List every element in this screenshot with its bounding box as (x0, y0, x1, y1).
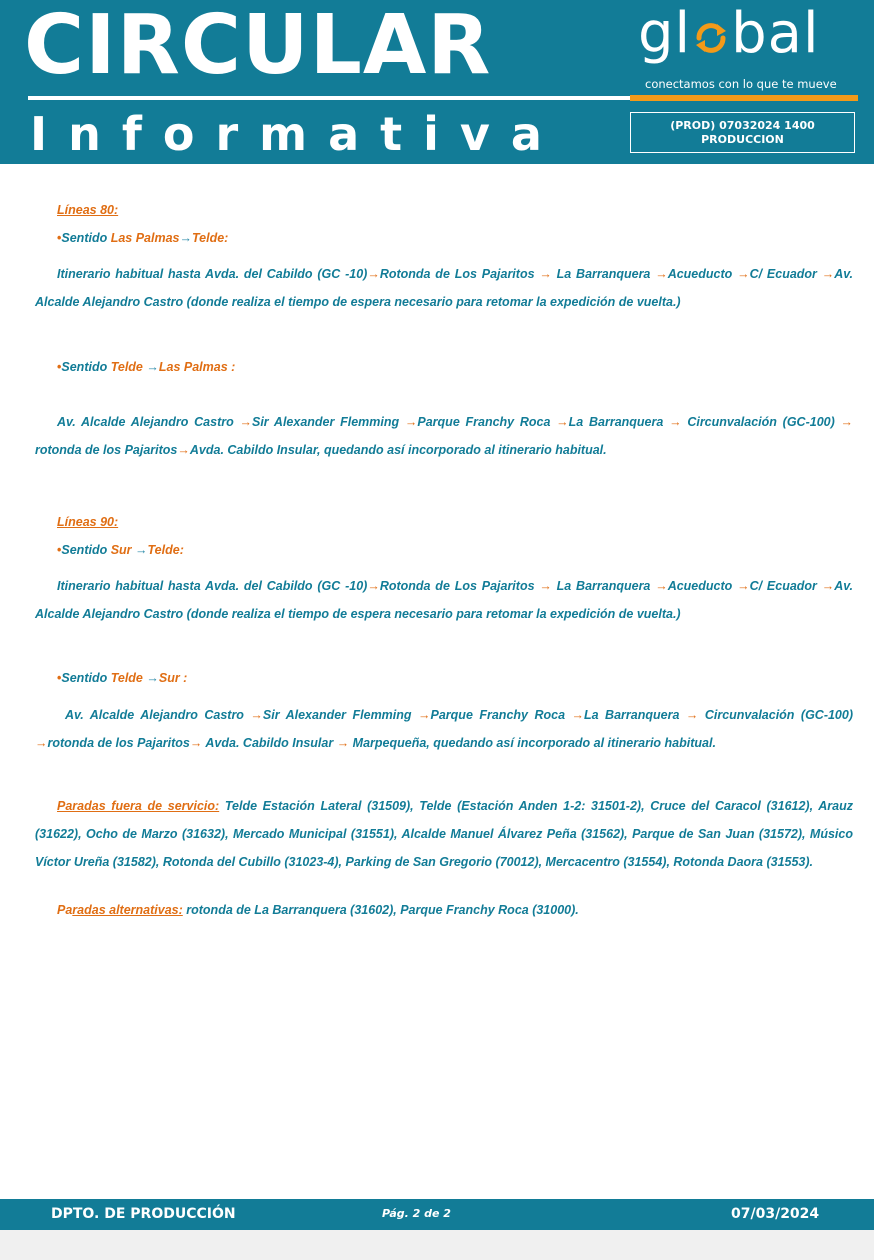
arrow-right-icon: → (179, 231, 192, 245)
bullet-icon: • (57, 360, 62, 374)
logo-text-end: bal (731, 1, 820, 66)
arrow-right-icon: → (571, 708, 584, 722)
arrow-right-icon: → (737, 267, 750, 281)
route-segment: Parque Franchy Roca (430, 708, 572, 722)
direction-origin: Sur (110, 543, 136, 557)
header-subtitle: Informativa (30, 107, 563, 161)
direction-label: Sentido (61, 360, 111, 374)
route-segment: Av. Alcalde Alejandro Castro (donde realiza el tiempo de espera necesario para retomar la expedición de vuelta.) (35, 579, 853, 621)
arrow-right-icon: → (737, 579, 750, 593)
route-segment: Av. Alcalde Alejandro Castro (donde realiza el tiempo de espera necesario para retomar la expedición de vuelta.) (35, 267, 853, 309)
route-segment: C/ Ecuador (749, 579, 817, 593)
alternative-label-start: Pa (57, 903, 73, 917)
out-of-service-label: Paradas fuera de servicio: (57, 799, 220, 813)
section-80-direction-2 (57, 360, 235, 374)
arrow-right-icon: → (539, 267, 552, 281)
document-code: (PROD) 07032024 1400 (670, 119, 815, 132)
arrow-right-icon: → (655, 267, 668, 281)
direction-label: Sentido (61, 543, 111, 557)
document-department: PRODUCCION (701, 133, 784, 146)
direction-destination: Las Palmas : (158, 360, 236, 374)
arrow-right-icon: → (146, 360, 159, 374)
footer-date: 07/03/2024 (731, 1206, 820, 1222)
direction-origin: Telde (110, 360, 147, 374)
header-title: CIRCULAR (24, 0, 492, 93)
route-segment: Marpequeña, quedando así incorporado al itinerario habitual. (349, 736, 716, 750)
arrow-right-icon: → (35, 736, 48, 750)
route-segment: La Barranquera (551, 579, 656, 593)
arrow-right-icon: → (669, 415, 682, 429)
footer-page-number: Pág. 2 de 2 (382, 1207, 451, 1220)
footer-bar (0, 1199, 874, 1230)
route-segment: rotonda de los Pajaritos (47, 736, 190, 750)
section-80-heading: Líneas 80: (57, 203, 119, 217)
footer-department: DPTO. DE PRODUCCIÓN (51, 1206, 236, 1222)
arrow-right-icon: → (336, 736, 350, 750)
arrow-right-icon: → (250, 708, 263, 722)
route-segment: Avda. Cabildo Insular (202, 736, 337, 750)
arrow-right-icon: → (556, 415, 569, 429)
section-80-itinerary-1 (35, 260, 853, 316)
section-90-heading: Líneas 90: (57, 515, 119, 529)
section-80-itinerary-2 (35, 408, 853, 464)
route-segment: Acueducto (667, 579, 738, 593)
bullet-icon: • (57, 231, 62, 245)
out-of-service-list: Telde Estación Lateral (31509), Telde (Estación Anden 1-2: 31501-2), Cruce del Caracol (31612), Arauz (31622), Ocho de Marzo (31632), Mercado Municipal (31551), Alcalde Manuel Álvarez Peña (31562), Parque de San Juan (31572), Músico Víctor Ureña (31582), Rotonda del Cubillo (31023-4), Parking de San Gregorio (70012), Mercacentro (31554), Rotonda Daora (31553). (35, 799, 853, 869)
direction-label: Sentido (61, 231, 111, 245)
header-banner (0, 0, 874, 164)
route-segment: La Barranquera (568, 415, 670, 429)
route-segment: C/ Ecuador (749, 267, 817, 281)
arrow-right-icon: → (655, 579, 668, 593)
arrow-right-icon: → (146, 671, 159, 685)
header-divider (28, 96, 630, 100)
out-of-service-stops (35, 792, 853, 876)
route-segment: Rotonda de Los Pajaritos (379, 267, 540, 281)
sync-arrows-icon (691, 18, 731, 58)
header-accent-bar (630, 95, 858, 101)
route-segment: La Barranquera (584, 708, 686, 722)
route-segment: Rotonda de Los Pajaritos (379, 579, 540, 593)
direction-label: Sentido (61, 671, 111, 685)
direction-destination: Sur : (158, 671, 188, 685)
bullet-icon: • (57, 543, 62, 557)
bottom-band (0, 1230, 874, 1260)
arrow-right-icon: → (840, 415, 854, 429)
document-code-box (630, 112, 855, 153)
arrow-right-icon: → (367, 267, 380, 281)
alternative-stops (57, 903, 579, 917)
route-segment: Sir Alexander Flemming (251, 415, 405, 429)
section-90-direction-2 (57, 671, 187, 685)
logo-tagline: conectamos con lo que te mueve (645, 77, 837, 91)
arrow-right-icon: → (821, 579, 835, 593)
global-logo (638, 1, 848, 68)
route-segment: Itinerario habitual hasta Avda. del Cabildo (GC -10) (57, 267, 368, 281)
route-segment: Avda. Cabildo Insular, quedando así incorporado al itinerario habitual. (189, 443, 607, 457)
arrow-right-icon: → (177, 443, 190, 457)
alternative-list: rotonda de La Barranquera (31602), Parque Franchy Roca (31000). (182, 903, 579, 917)
direction-origin: Telde (110, 671, 147, 685)
arrow-right-icon: → (189, 736, 203, 750)
direction-destination: Telde: (147, 543, 184, 557)
route-segment: La Barranquera (551, 267, 656, 281)
route-segment: Sir Alexander Flemming (262, 708, 419, 722)
arrow-right-icon: → (135, 543, 148, 557)
route-segment: Itinerario habitual hasta Avda. del Cabildo (GC -10) (57, 579, 368, 593)
arrow-right-icon: → (821, 267, 835, 281)
route-segment: rotonda de los Pajaritos (35, 443, 178, 457)
arrow-right-icon: → (418, 708, 431, 722)
section-80-direction-1 (57, 231, 228, 245)
bullet-icon: • (57, 671, 62, 685)
arrow-right-icon: → (685, 708, 699, 722)
route-segment: Acueducto (667, 267, 738, 281)
direction-destination: Telde: (192, 231, 229, 245)
section-90-itinerary-1 (35, 572, 853, 628)
arrow-right-icon: → (367, 579, 380, 593)
logo-text-start: gl (638, 1, 692, 66)
alternative-label: radas alternativas: (72, 903, 183, 917)
section-90-itinerary-2 (35, 701, 853, 757)
direction-origin: Las Palmas (110, 231, 180, 245)
route-segment: Circunvalación (GC-100) (681, 415, 835, 429)
route-segment: Av. Alcalde Alejandro Castro (57, 415, 240, 429)
section-90-direction-1 (57, 543, 184, 557)
arrow-right-icon: → (239, 415, 252, 429)
route-segment: Parque Franchy Roca (417, 415, 557, 429)
arrow-right-icon: → (539, 579, 552, 593)
arrow-right-icon: → (404, 415, 418, 429)
route-segment: Av. Alcalde Alejandro Castro (65, 708, 251, 722)
route-segment: Circunvalación (GC-100) (698, 708, 853, 722)
